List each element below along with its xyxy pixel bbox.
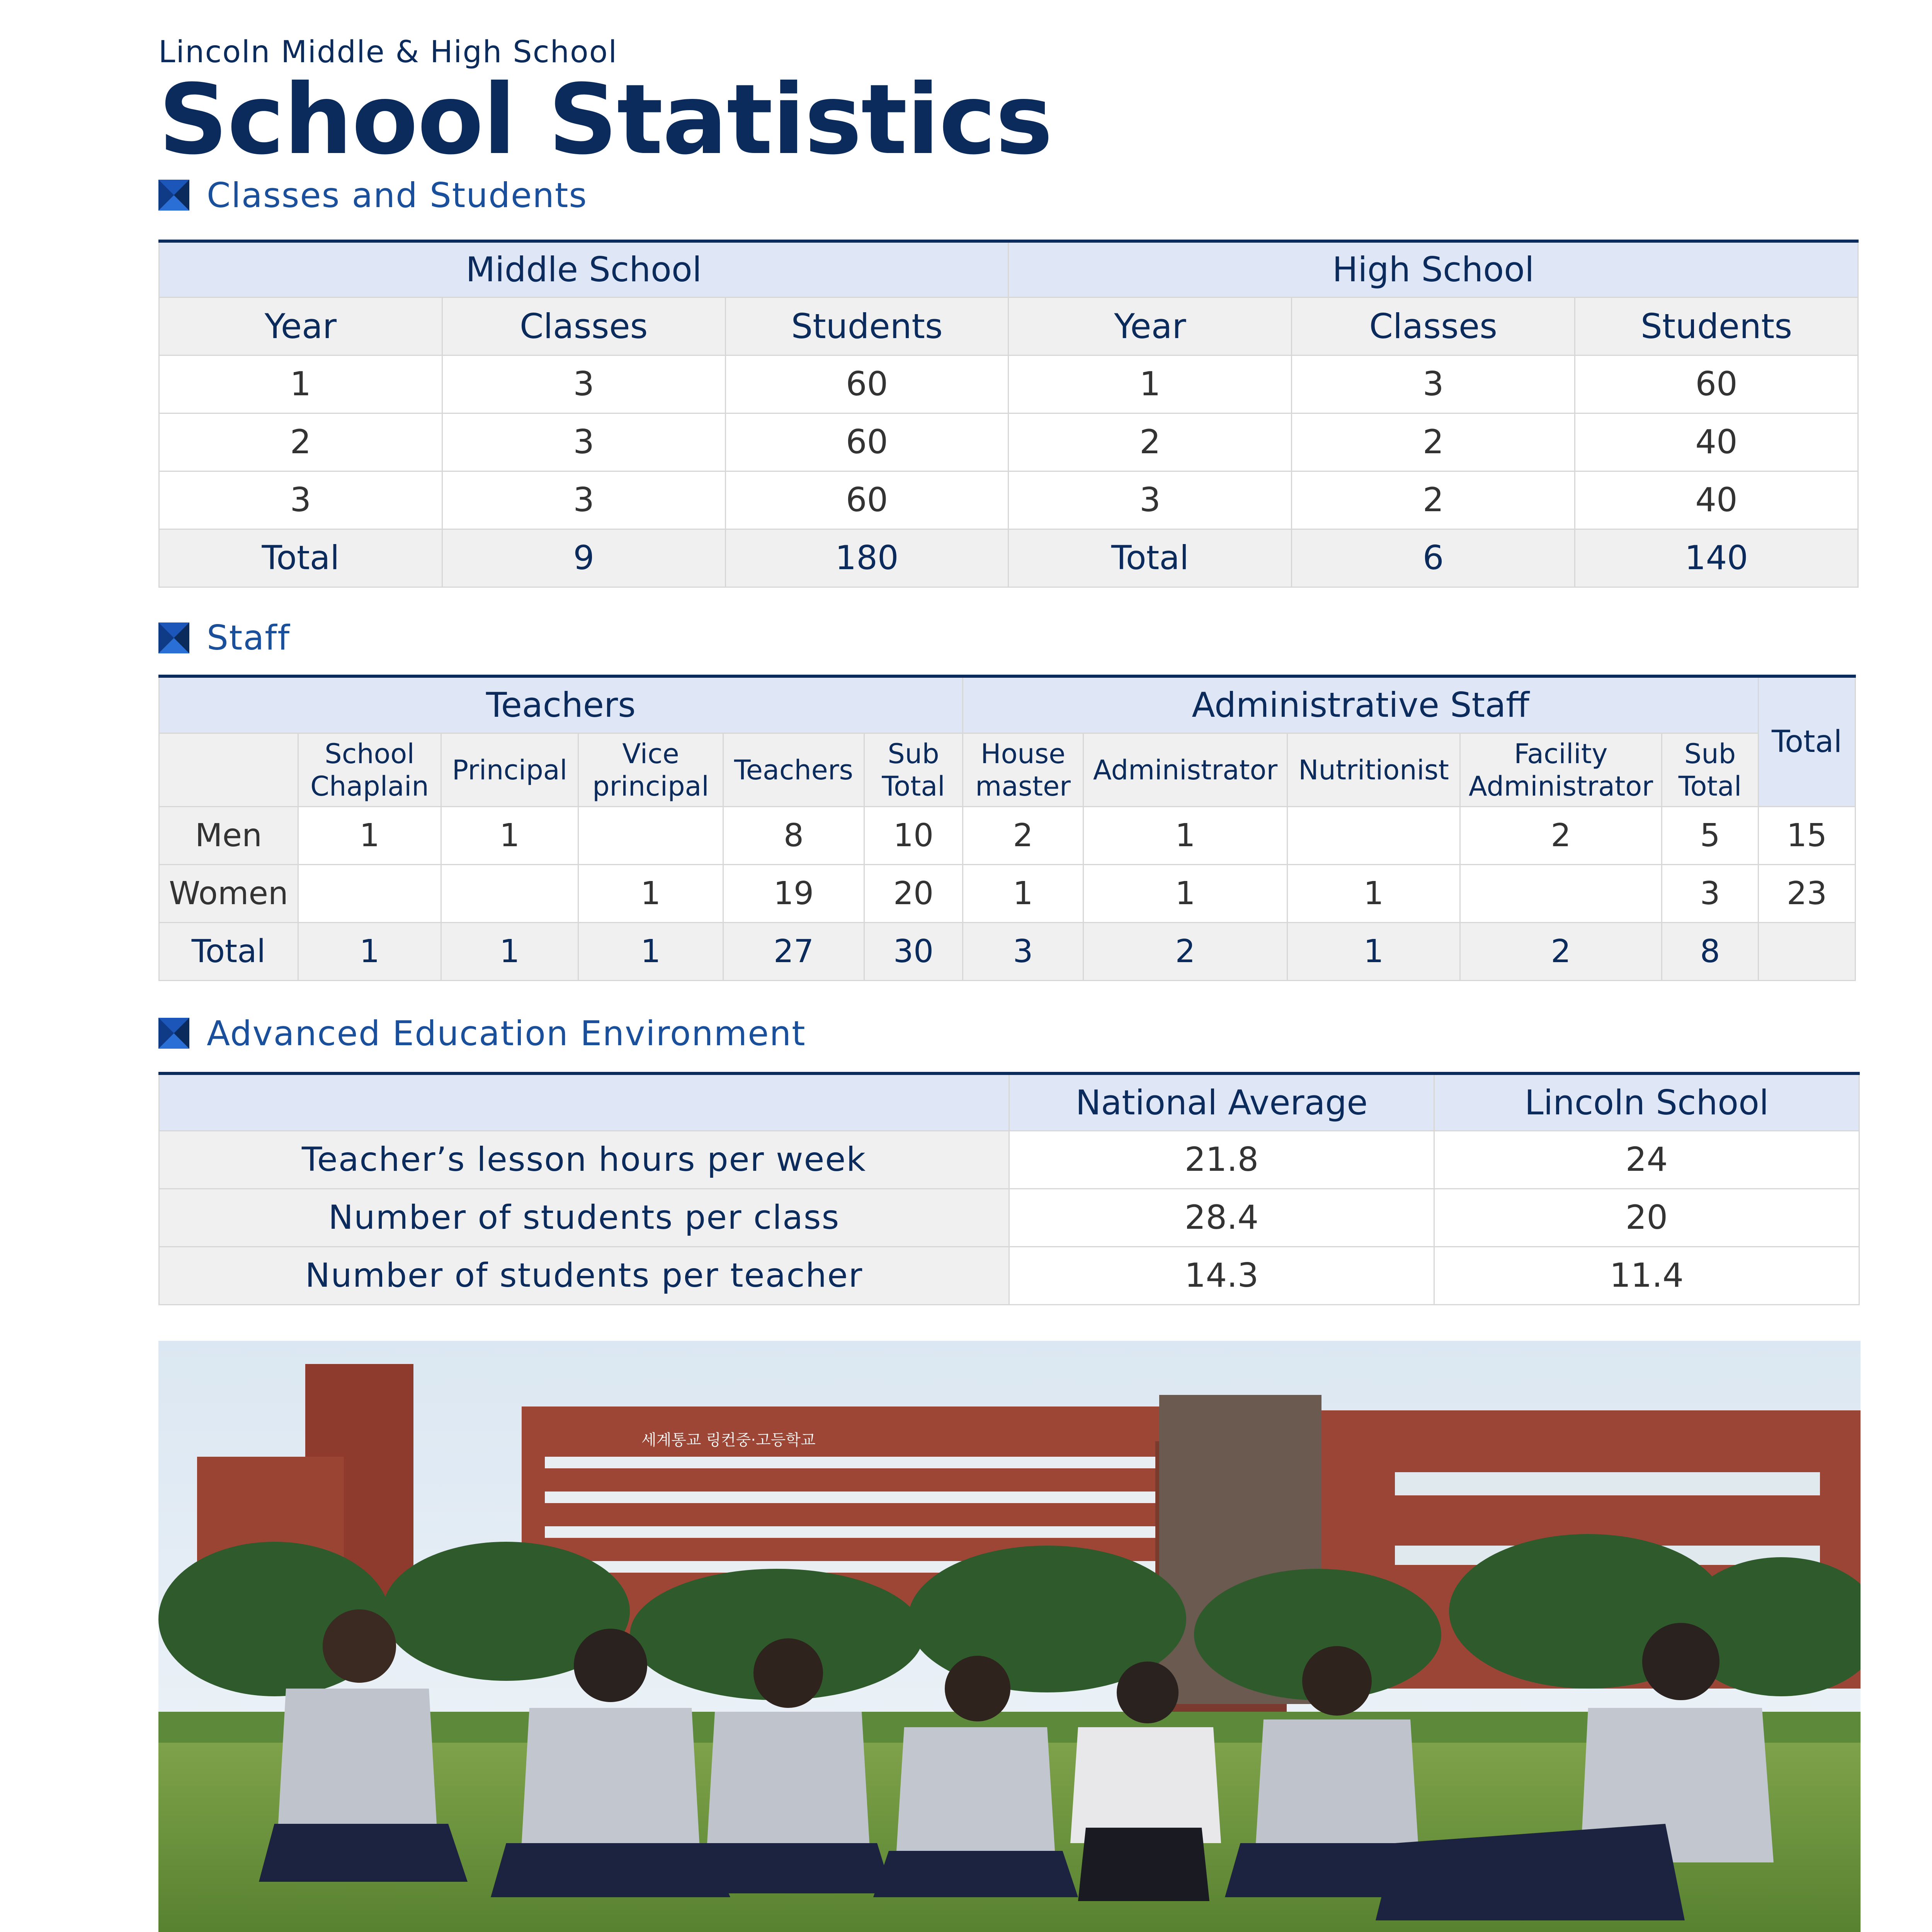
- total-cell: 1: [578, 923, 723, 981]
- col-facility-administrator: Facility Administrator: [1460, 733, 1662, 807]
- cell: 2: [1292, 471, 1575, 529]
- col-admin-subtotal: Sub Total: [1662, 733, 1759, 807]
- cell: [1460, 865, 1662, 923]
- section-title-classes: Classes and Students: [207, 175, 588, 215]
- col-school-chaplain: School Chaplain: [298, 733, 441, 807]
- classes-table-wrap: [158, 240, 1859, 588]
- cell: 1: [441, 807, 578, 865]
- total-row: [159, 923, 1855, 981]
- total-cell: 1: [1287, 923, 1460, 981]
- total-cell: 2: [1083, 923, 1287, 981]
- cell: [1287, 807, 1460, 865]
- col-national-average: National Average: [1009, 1073, 1434, 1131]
- cell: 3: [442, 355, 725, 413]
- total-cell: 6: [1292, 529, 1575, 587]
- school-name: Lincoln Middle & High School: [158, 35, 618, 70]
- col-vice-principal: Vice principal: [578, 733, 723, 807]
- total-cell: 1: [441, 923, 578, 981]
- section-title-environment: Advanced Education Environment: [207, 1013, 806, 1053]
- total-cell: 3: [963, 923, 1083, 981]
- campus-illustration: [158, 1341, 1861, 1932]
- cell: 60: [725, 413, 1009, 471]
- col-header: Year: [1009, 297, 1292, 355]
- cell: 1: [159, 355, 442, 413]
- cell: 60: [725, 471, 1009, 529]
- col-principal: Principal: [441, 733, 578, 807]
- section-environment-header: [158, 1010, 1859, 1056]
- cell: 24: [1434, 1131, 1859, 1189]
- col-header: Classes: [442, 297, 725, 355]
- table-row: [159, 1189, 1859, 1247]
- page: [158, 31, 1859, 1305]
- cell: 3: [442, 471, 725, 529]
- total-cell: 1: [298, 923, 441, 981]
- cell: 15: [1759, 807, 1855, 865]
- total-cell: 27: [723, 923, 864, 981]
- cell: 3: [442, 413, 725, 471]
- col-header: Classes: [1292, 297, 1575, 355]
- section-marker-icon: [158, 622, 189, 653]
- cell: [441, 865, 578, 923]
- row-label: Men: [159, 807, 298, 865]
- cell: 10: [864, 807, 963, 865]
- row-label: Number of students per teacher: [159, 1247, 1009, 1304]
- col-header: Year: [159, 297, 442, 355]
- cell: 2: [1292, 413, 1575, 471]
- table-row: [159, 355, 1858, 413]
- section-marker-icon: [158, 1018, 189, 1049]
- cell: 1: [1287, 865, 1460, 923]
- school-photo: [158, 1341, 1861, 1932]
- cell: 1: [1083, 807, 1287, 865]
- empty-corner: [159, 1073, 1009, 1131]
- env-table-wrap: [158, 1072, 1859, 1305]
- environment-table: [158, 1072, 1860, 1305]
- section-title-staff: Staff: [207, 618, 291, 658]
- col-teachers: Teachers: [723, 733, 864, 807]
- cell: 1: [1083, 865, 1287, 923]
- cell: 11.4: [1434, 1247, 1859, 1304]
- table-row: [159, 1247, 1859, 1304]
- page-title: School Statistics: [158, 63, 1052, 176]
- staff-total-header: Total: [1759, 676, 1855, 807]
- cell: 2: [1460, 807, 1662, 865]
- cell: 5: [1662, 807, 1759, 865]
- cell: 28.4: [1009, 1189, 1434, 1247]
- section-marker-icon: [158, 180, 189, 211]
- table-row: [159, 1131, 1859, 1189]
- empty-corner: [159, 733, 298, 807]
- cell: 14.3: [1009, 1247, 1434, 1304]
- col-housemaster: House master: [963, 733, 1083, 807]
- cell: 23: [1759, 865, 1855, 923]
- table-row: [159, 865, 1855, 923]
- cell: 3: [1009, 471, 1292, 529]
- cell: 1: [298, 807, 441, 865]
- cell: 60: [725, 355, 1009, 413]
- col-header: Students: [725, 297, 1009, 355]
- cell: 20: [1434, 1189, 1859, 1247]
- high-school-header: High School: [1009, 241, 1858, 297]
- col-lincoln-school: Lincoln School: [1434, 1073, 1859, 1131]
- cell: 1: [963, 865, 1083, 923]
- cell: 1: [1009, 355, 1292, 413]
- cell: 3: [1292, 355, 1575, 413]
- total-cell: 9: [442, 529, 725, 587]
- cell: [578, 807, 723, 865]
- teachers-group-header: Teachers: [159, 676, 963, 733]
- cell: 21.8: [1009, 1131, 1434, 1189]
- cell: [298, 865, 441, 923]
- middle-school-header: Middle School: [159, 241, 1009, 297]
- total-cell: Total: [1009, 529, 1292, 587]
- total-cell: 8: [1662, 923, 1759, 981]
- table-row: [159, 471, 1858, 529]
- cell: 60: [1575, 355, 1858, 413]
- cell: 8: [723, 807, 864, 865]
- row-label: Women: [159, 865, 298, 923]
- admin-group-header: Administrative Staff: [963, 676, 1759, 733]
- col-nutritionist: Nutritionist: [1287, 733, 1460, 807]
- staff-table-wrap: [158, 675, 1855, 981]
- cell: 3: [1662, 865, 1759, 923]
- total-cell: Total: [159, 529, 442, 587]
- col-header: Students: [1575, 297, 1858, 355]
- section-classes-header: [158, 172, 1859, 218]
- cell: 1: [578, 865, 723, 923]
- staff-table: [158, 675, 1856, 981]
- cell: 2: [1009, 413, 1292, 471]
- cell: 20: [864, 865, 963, 923]
- cell: 3: [159, 471, 442, 529]
- total-cell: 140: [1575, 529, 1858, 587]
- building-sign: 세계통교 링컨중·고등학교: [641, 1431, 816, 1449]
- row-label: Total: [159, 923, 298, 981]
- table-row: [159, 413, 1858, 471]
- row-label: Teacher’s lesson hours per week: [159, 1131, 1009, 1189]
- total-cell: 2: [1460, 923, 1662, 981]
- cell: 19: [723, 865, 864, 923]
- total-cell: 30: [864, 923, 963, 981]
- row-label: Number of students per class: [159, 1189, 1009, 1247]
- section-staff-header: [158, 615, 1859, 661]
- classes-table: [158, 240, 1859, 588]
- cell: 40: [1575, 471, 1858, 529]
- col-administrator: Administrator: [1083, 733, 1287, 807]
- total-cell: [1759, 923, 1855, 981]
- total-row: [159, 529, 1858, 587]
- col-teacher-subtotal: Sub Total: [864, 733, 963, 807]
- total-cell: 180: [725, 529, 1009, 587]
- cell: 2: [963, 807, 1083, 865]
- cell: 40: [1575, 413, 1858, 471]
- cell: 2: [159, 413, 442, 471]
- table-row: [159, 807, 1855, 865]
